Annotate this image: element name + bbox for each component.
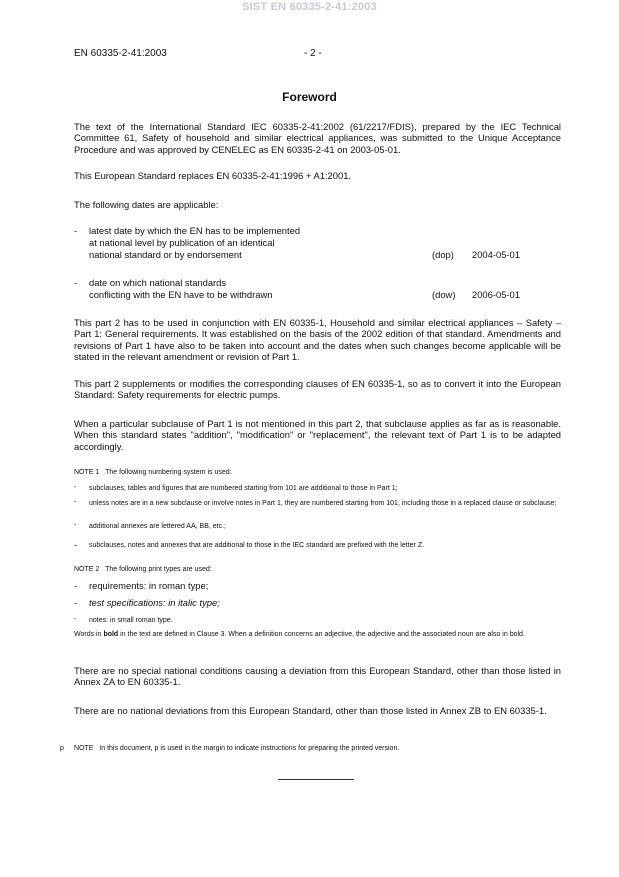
list-item-italic: test specifications: in italic type; xyxy=(89,597,220,608)
end-rule xyxy=(278,779,354,780)
date-value: 2006-05-01 xyxy=(472,289,520,300)
list-item: subclauses, notes and annexes that are additional to those in the IEC standard are prefixed with the letter Z. xyxy=(89,542,425,549)
date-code: (dow) xyxy=(432,289,456,300)
note1-list xyxy=(0,484,619,554)
intro-paragraph: The text of the International Standard IEC 60335-2-41:2002 (61/2217/FDIS), prepared by the IEC Technical Committee 61, Safety of household and similar electrical appliances, was submitted to the Unique Acceptance Procedure and was approved by CENELEC as EN 60335-2-41 on 2003-05-01. xyxy=(74,121,561,155)
margin-p-mark: p xyxy=(60,745,64,752)
note2-list xyxy=(0,580,619,624)
list-dash: - xyxy=(74,484,77,491)
part1-paragraph: This part 2 has to be used in conjunction with EN 60335-1, Household and similar electrical appliances – Safety – Part 1: General requirements. It was established on the basis of the 2002 edition of that standard. Amendments and revisions of Part 1 have also to be taken into account and the dates when such changes become applicable will be stated in the relevant amendment or revision of Part 1. xyxy=(74,317,561,363)
bold-note-bold-word: bold xyxy=(103,631,119,638)
date-item-line: conflicting with the EN have to be withdrawn xyxy=(89,289,273,300)
list-dash: - xyxy=(74,225,78,236)
list-item-roman: requirements: in roman type; xyxy=(89,580,209,591)
special-conditions-paragraph: There are no special national conditions causing a deviation from this European Standard, other than those listed in Annex ZA to EN 60335-1. xyxy=(74,665,561,688)
list-dash: - xyxy=(74,522,77,529)
page-title: Foreword xyxy=(282,90,337,104)
bold-definition-note xyxy=(74,630,561,639)
list-dash: - xyxy=(74,277,78,288)
margin-note-label: NOTE xyxy=(74,745,94,752)
date-item-line: date on which national standards xyxy=(89,277,227,288)
header-page-number: - 2 - xyxy=(304,48,322,59)
list-dash: - xyxy=(74,616,77,623)
header-document-id: EN 60335-2-41:2003 xyxy=(74,48,167,59)
list-item: unless notes are in a new subclause or involve notes in Part 1, they are numbered starting from 101, including those in a replaced clause or subclause; xyxy=(89,500,557,507)
list-dash: - xyxy=(74,597,78,608)
list-item: additional annexes are lettered AA, BB, etc.; xyxy=(89,523,226,530)
note2-label: NOTE 2 xyxy=(74,566,100,573)
date-item-dop xyxy=(0,225,619,265)
list-dash: - xyxy=(74,499,77,506)
bold-note-after: in the text are defined in Clause 3. When a definition concerns an adjective, the adjective and the associated noun are also in bold. xyxy=(118,631,525,638)
list-dash: - xyxy=(74,580,78,591)
margin-note-text: In this document, p is used in the margin to indicate instructions for preparing the printed version. xyxy=(99,745,400,752)
note2-heading xyxy=(74,566,212,573)
date-value: 2004-05-01 xyxy=(472,249,520,260)
bold-note-before: Words in xyxy=(74,631,104,638)
margin-note xyxy=(74,745,399,752)
date-item-line: latest date by which the EN has to be implemented xyxy=(89,225,301,236)
replaces-paragraph: This European Standard replaces EN 60335-2-41:1996 + A1:2001. xyxy=(74,170,352,181)
note2-text: The following print types are used: xyxy=(105,566,212,573)
note1-label: NOTE 1 xyxy=(74,469,100,476)
date-item-line: national standard or by endorsement xyxy=(89,249,242,260)
list-dash: - xyxy=(74,539,78,550)
note1-heading xyxy=(74,469,232,476)
subclause-paragraph: When a particular subclause of Part 1 is not mentioned in this part 2, that subclause applies as far as is reasonable. When this standard states "addition", "modification" or "replacement", the relevant text of Part 1 is to be adapted accordingly. xyxy=(74,418,561,452)
date-item-line: at national level by publication of an identical xyxy=(89,237,275,248)
dates-intro: The following dates are applicable: xyxy=(74,199,219,210)
supplements-paragraph: This part 2 supplements or modifies the corresponding clauses of EN 60335-1, so as to convert it into the European Standard: Safety requirements for electric pumps. xyxy=(74,378,561,401)
date-item-dow xyxy=(0,277,619,303)
note1-text: The following numbering system is used: xyxy=(105,469,232,476)
list-item: subclauses, tables and figures that are numbered starting from 101 are additional to those in Part 1; xyxy=(89,485,398,492)
date-code: (dop) xyxy=(432,249,454,260)
watermark: SIST EN 60335-2-41:2003 xyxy=(242,1,377,13)
national-deviations-paragraph: There are no national deviations from this European Standard, other than those listed in Annex ZB to EN 60335-1. xyxy=(74,705,547,716)
list-item-small: notes: in small roman type. xyxy=(89,617,173,624)
